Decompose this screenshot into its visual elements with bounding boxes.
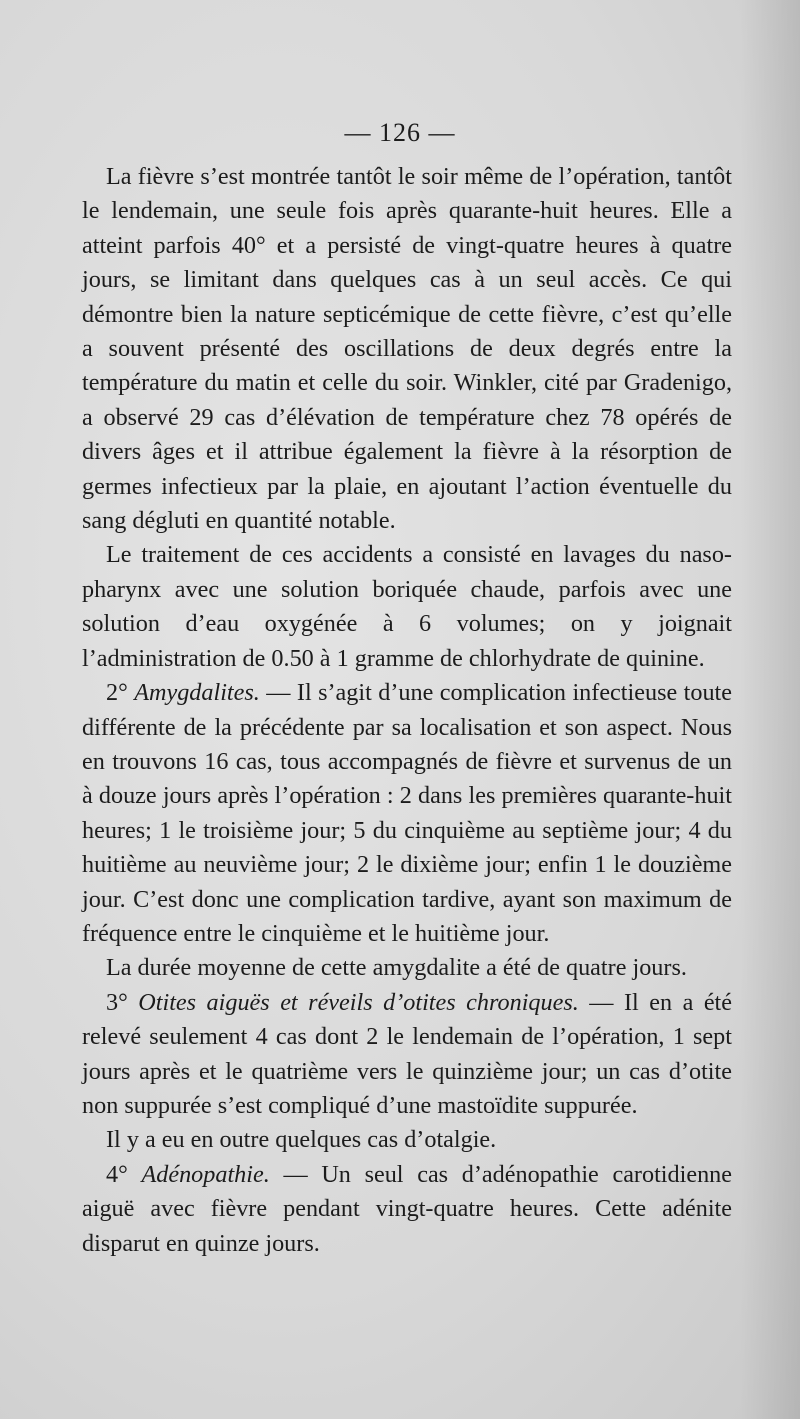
paragraph-amygdalites xyxy=(82,676,732,951)
paragraph-treatment xyxy=(82,538,732,676)
paragraph-duration xyxy=(82,951,732,985)
body-text xyxy=(82,160,732,1261)
section-number: 3° xyxy=(106,988,128,1016)
paragraph-fever xyxy=(82,160,732,538)
paragraph-adenopathie xyxy=(82,1158,732,1261)
section-number: 2° xyxy=(106,679,128,707)
section-heading: Otites aiguës et réveils d’otites chroniques. xyxy=(138,988,579,1016)
page-number: — 126 — xyxy=(344,118,456,147)
paragraph-text: Le traitement de ces accidents a consisté en lavages du naso-pharynx avec une solution boriquée chaude, parfois avec une solution d’eau oxygénée à 6 volumes; on y joignait l’administration de 0.50 à 1 gramme de chlorhydrate de quinine. xyxy=(82,541,732,672)
paragraph-otalgie xyxy=(82,1123,732,1157)
paragraph-text: — Un seul cas d’adénopathie carotidienne aiguë avec fièvre pendant vingt-quatre heures. Cette adénite disparut en quinze jours. xyxy=(82,1160,732,1257)
paragraph-text: Il y a eu en outre quelques cas d’otalgie. xyxy=(106,1126,497,1154)
section-number: 4° xyxy=(106,1160,128,1188)
paragraph-text: — Il s’agit d’une complication infectieuse toute différente de la précédente par sa localisation et son aspect. Nous en trouvons 16 cas, tous accompagnés de fièvre et survenus de un à douze jours après l’opération : 2 dans les premières quarante-huit heures; 1 le troisième jour; 5 du cinquième au septième jour; 4 du huitième au neuvième jour; 2 le dixième jour; enfin 1 le douzième jour. C’est donc une complication tardive, ayant son maximum de fréquence entre le cinquième et le huitième jour. xyxy=(82,679,733,947)
section-heading: Adénopathie. xyxy=(141,1160,270,1188)
paragraph-text: La fièvre s’est montrée tantôt le soir même de l’opération, tantôt le lendemain, une seule fois après quarante-huit heures. Elle a atteint parfois 40° et a persisté de vingt-quatre heures à quatre jours, se limitant dans quelques cas à un seul accès. Ce qui démontre bien la nature septicémique de cette fièvre, c’est qu’elle a souvent présenté des oscillations de deux degrés entre la température du matin et celle du soir. Winkler, cité par Gradenigo, a observé 29 cas d’élévation de température chez 78 opérés de divers âges et il attribue également la fièvre à la résorption de germes infectieux par la plaie, en ajoutant l’action éventuelle du sang dégluti en quantité notable. xyxy=(82,163,732,535)
paragraph-otites xyxy=(82,986,732,1124)
paragraph-text: — Il en a été relevé seulement 4 cas dont 2 le lendemain de l’opération, 1 sept jours après et le quatrième vers le quinzième jour; un cas d’otite non suppurée s’est compliqué d’une mastoïdite suppurée. xyxy=(82,988,733,1119)
section-heading: Amygdalites. xyxy=(134,679,260,707)
paragraph-text: La durée moyenne de cette amygdalite a été de quatre jours. xyxy=(106,954,687,982)
